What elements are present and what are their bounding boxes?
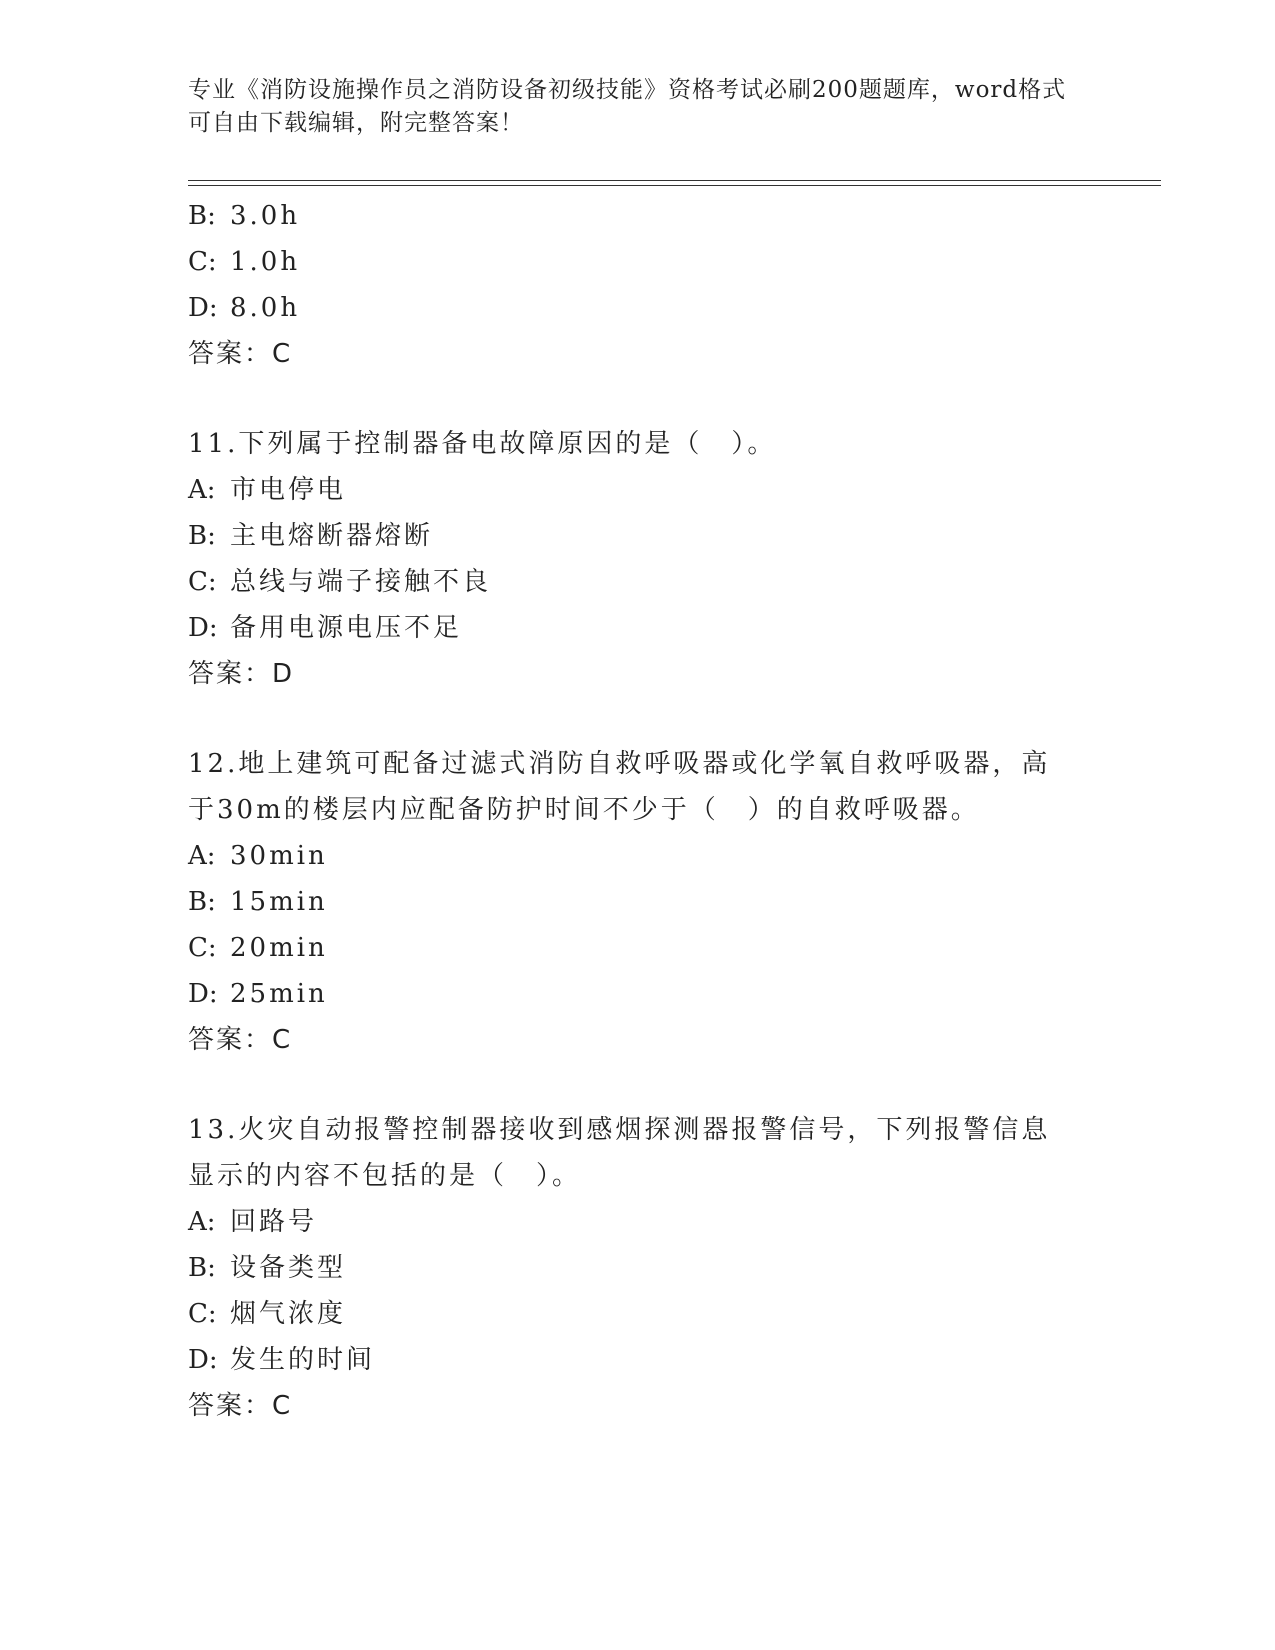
partial-question <box>188 193 1088 377</box>
option-d <box>188 971 1088 1017</box>
option-text: 发生的时间 <box>230 1345 376 1375</box>
option-text: 30min <box>230 841 328 871</box>
option-d <box>188 1337 1088 1383</box>
option-letter: D: <box>188 979 218 1009</box>
option-b <box>188 513 1088 559</box>
answer: 答案：C <box>188 339 293 369</box>
option-letter: D: <box>188 293 218 323</box>
option-text: 25min <box>230 979 328 1009</box>
answer: 答案：C <box>188 1391 293 1421</box>
option-text: 烟气浓度 <box>230 1299 347 1329</box>
option-letter: B: <box>188 521 216 551</box>
option-letter: C: <box>188 247 217 277</box>
header-divider-bottom <box>188 185 1161 186</box>
answer: 答案：C <box>188 1025 293 1055</box>
option-c <box>188 1291 1088 1337</box>
option-letter: A: <box>188 841 216 871</box>
option-c <box>188 239 1088 285</box>
option-text: 20min <box>230 933 328 963</box>
question-13 <box>188 1107 1088 1429</box>
option-text: 8.0h <box>230 293 301 323</box>
option-b <box>188 193 1088 239</box>
option-letter: B: <box>188 887 216 917</box>
option-letter: A: <box>188 1207 216 1237</box>
option-text: 15min <box>230 887 328 917</box>
option-letter: D: <box>188 613 218 643</box>
question-content <box>188 193 1088 1429</box>
option-text: 设备类型 <box>230 1253 347 1283</box>
header-divider-top <box>188 180 1161 181</box>
question-text: 12.地上建筑可配备过滤式消防自救呼吸器或化学氧自救呼吸器，高于30m的楼层内应配备防护时间不少于（ ）的自救呼吸器。 <box>188 749 1051 825</box>
answer: 答案：D <box>188 659 295 689</box>
option-c <box>188 925 1088 971</box>
option-text: 回路号 <box>230 1207 318 1237</box>
document-header: 专业《消防设施操作员之消防设备初级技能》资格考试必刷200题题库，word格式可自由下载编辑，附完整答案！ <box>188 77 1067 136</box>
option-text: 主电熔断器熔断 <box>230 521 434 551</box>
option-letter: D: <box>188 1345 218 1375</box>
option-a <box>188 1199 1088 1245</box>
option-letter: B: <box>188 201 216 231</box>
option-a <box>188 833 1088 879</box>
question-11 <box>188 421 1088 697</box>
option-letter: C: <box>188 933 217 963</box>
option-text: 1.0h <box>230 247 301 277</box>
option-a <box>188 467 1088 513</box>
option-d <box>188 605 1088 651</box>
question-12 <box>188 741 1088 1063</box>
option-b <box>188 1245 1088 1291</box>
option-text: 3.0h <box>230 201 301 231</box>
option-text: 总线与端子接触不良 <box>230 567 492 597</box>
option-letter: C: <box>188 1299 217 1329</box>
option-letter: A: <box>188 475 216 505</box>
question-text: 11.下列属于控制器备电故障原因的是（ ）。 <box>188 429 777 459</box>
option-d <box>188 285 1088 331</box>
option-b <box>188 879 1088 925</box>
question-text: 13.火灾自动报警控制器接收到感烟探测器报警信号，下列报警信息显示的内容不包括的是（ ）。 <box>188 1115 1051 1191</box>
option-letter: C: <box>188 567 217 597</box>
option-text: 市电停电 <box>230 475 347 505</box>
option-c <box>188 559 1088 605</box>
option-text: 备用电源电压不足 <box>230 613 463 643</box>
option-letter: B: <box>188 1253 216 1283</box>
